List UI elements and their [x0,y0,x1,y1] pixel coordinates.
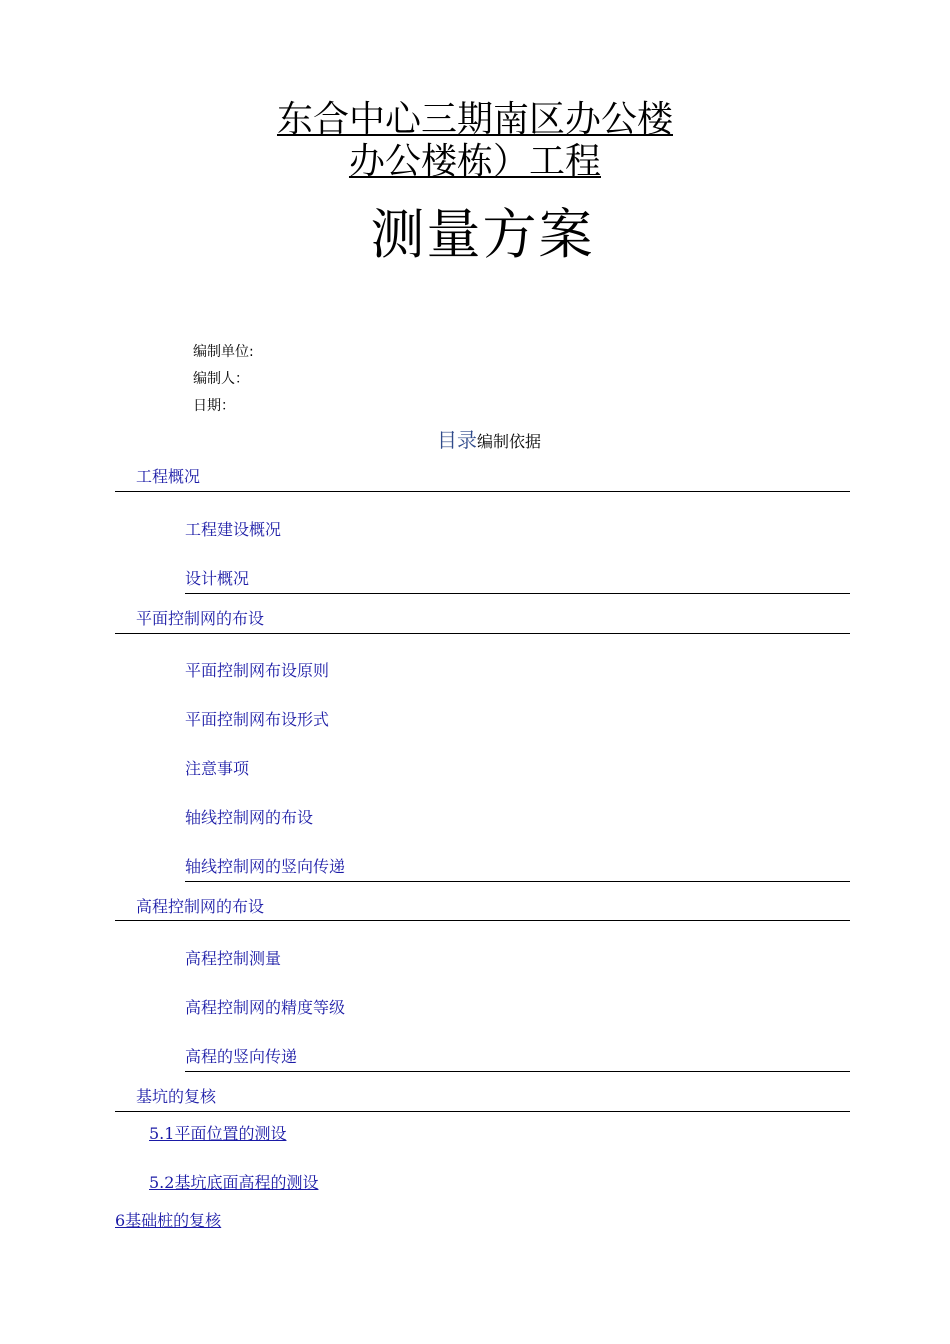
toc-heading [437,424,541,453]
toc-entry-elevation-control-survey[interactable]: 高程控制测量 [185,949,282,968]
toc-entry-design-overview[interactable]: 设计概况 [185,569,250,588]
document-title-line1: 东合中心三期南区办公楼 [276,99,673,140]
toc-entry-plane-network-principles[interactable]: 平面控制网布设原则 [185,661,330,680]
toc-divider [115,1111,850,1112]
document-title-line2: 办公楼栋）工程 [348,141,601,182]
toc-entry-precautions[interactable]: 注意事项 [185,759,250,778]
compiling-unit-label: 编制单位: [193,344,254,360]
compiler-label: 编制人： [193,371,249,387]
toc-entry-5-1-plane-position[interactable]: 5.1平面位置的测设 [149,1124,287,1143]
toc-entry-plane-control-network[interactable]: 平面控制网的布设 [136,609,265,628]
toc-entry-foundation-pit-check[interactable]: 基坑的复核 [136,1087,217,1106]
toc-entry-elevation-accuracy-grade[interactable]: 高程控制网的精度等级 [185,998,346,1017]
toc-divider [115,920,850,921]
toc-entry-elevation-vertical-transfer[interactable]: 高程的竖向传递 [185,1047,298,1066]
toc-entry-plane-network-form[interactable]: 平面控制网布设形式 [185,710,330,729]
toc-entry-construction-overview[interactable]: 工程建设概况 [185,520,282,539]
toc-divider [185,593,850,594]
toc-entry-5-2-pit-bottom-elevation[interactable]: 5.2基坑底面高程的测设 [149,1173,319,1192]
toc-divider [115,491,850,492]
toc-entry-project-overview[interactable]: 工程概况 [136,467,201,486]
toc-entry-axis-vertical-transfer[interactable]: 轴线控制网的竖向传递 [185,857,346,876]
toc-entry-elevation-control-network[interactable]: 高程控制网的布设 [136,897,265,916]
document-main-title: 测量方案 [370,203,595,266]
toc-divider [185,1071,850,1072]
toc-title: 目录 [437,428,477,452]
toc-divider [115,633,850,634]
toc-entry-6-foundation-pile-check[interactable]: 6基础桩的复核 [115,1211,222,1230]
toc-entry-basis[interactable]: 编制依据 [477,432,542,451]
toc-entry-axis-control-network[interactable]: 轴线控制网的布设 [185,808,314,827]
date-label: 日期： [193,398,235,414]
toc-divider [185,881,850,882]
